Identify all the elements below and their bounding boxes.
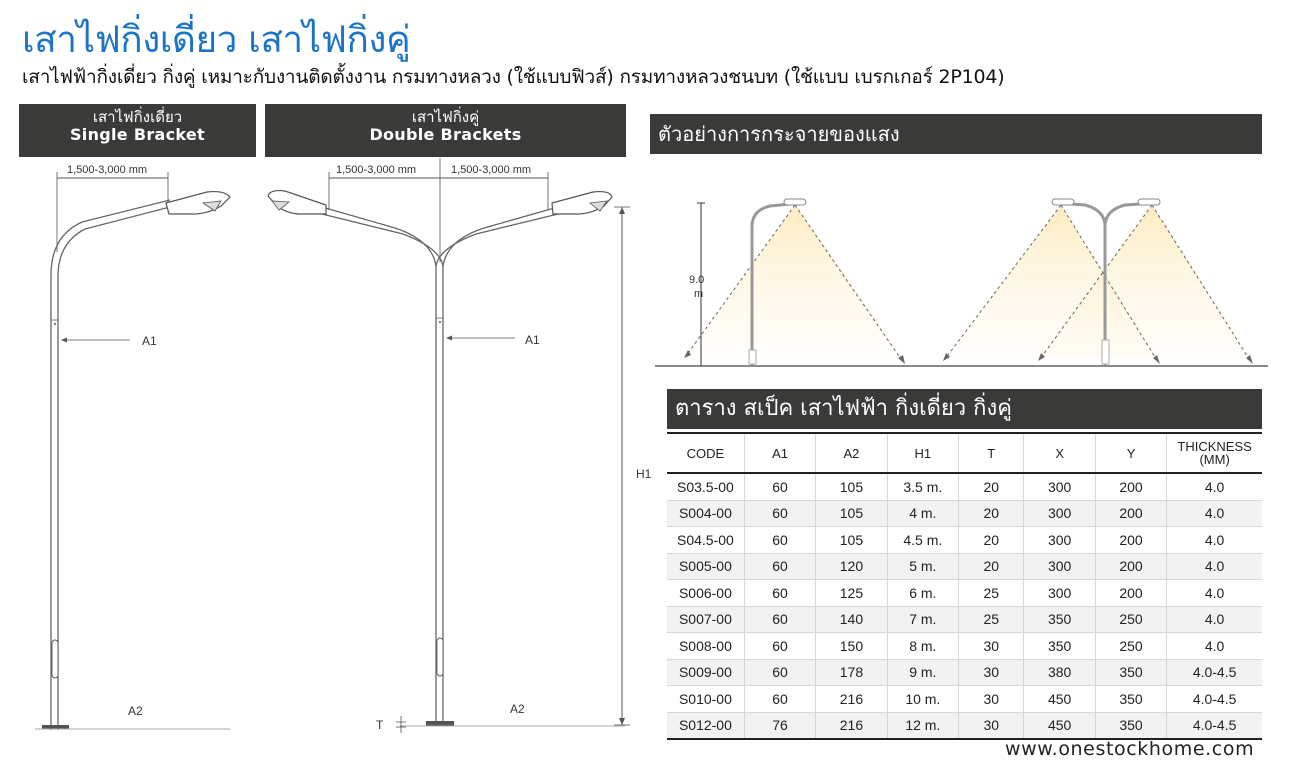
cell-x: 300: [1024, 527, 1095, 554]
table-row: [667, 553, 1262, 580]
cell-thickness: 4.0-4.5: [1167, 686, 1262, 713]
cell-thickness: 4.0-4.5: [1167, 659, 1262, 686]
page-title: เสาไฟกิ่งเดี่ยว เสาไฟกิ่งคู่: [22, 18, 411, 61]
double-a2-label: A2: [510, 702, 525, 716]
single-bracket-diagram: [0, 155, 260, 740]
cell-h1: 5 m.: [887, 553, 958, 580]
cell-a2: 150: [816, 633, 887, 660]
cell-y: 200: [1095, 553, 1166, 580]
cell-h1: 6 m.: [887, 580, 958, 607]
cell-thickness: 4.0: [1167, 500, 1262, 527]
cell-code: S006-00: [667, 580, 744, 607]
cell-t: 20: [959, 500, 1024, 527]
website-url: www.onestockhome.com: [1005, 738, 1255, 760]
cell-a2: 105: [816, 473, 887, 500]
cell-t: 30: [959, 659, 1024, 686]
double-dimension-left-label: 1,500-3,000 mm: [336, 164, 417, 176]
cell-y: 350: [1095, 659, 1166, 686]
cell-a2: 140: [816, 606, 887, 633]
spec-table-body: [667, 473, 1262, 739]
cell-t: 30: [959, 712, 1024, 739]
cell-t: 25: [959, 606, 1024, 633]
cell-thickness: 4.0: [1167, 527, 1262, 554]
cell-y: 200: [1095, 473, 1166, 500]
cell-t: 25: [959, 580, 1024, 607]
light-height-value: 9.0: [689, 274, 705, 286]
cell-code: S04.5-00: [667, 527, 744, 554]
table-row: [667, 686, 1262, 713]
cell-h1: 3.5 m.: [887, 473, 958, 500]
cell-a1: 60: [744, 527, 815, 554]
cell-a2: 178: [816, 659, 887, 686]
single-a2-label: A2: [128, 704, 143, 718]
single-lamp-head: [166, 192, 230, 214]
single-a1-label: A1: [142, 334, 157, 348]
cell-a1: 60: [744, 633, 815, 660]
cell-h1: 9 m.: [887, 659, 958, 686]
double-t-label: T: [376, 718, 384, 732]
spec-table-header-row: [667, 433, 1262, 473]
light-height-unit: m: [694, 288, 704, 300]
cell-a2: 105: [816, 527, 887, 554]
single-dimension-label: 1,500-3,000 mm: [67, 164, 148, 176]
cell-x: 450: [1024, 712, 1095, 739]
light-distribution-diagram: [650, 185, 1270, 375]
cell-x: 300: [1024, 500, 1095, 527]
cell-y: 200: [1095, 500, 1166, 527]
table-row: [667, 606, 1262, 633]
cell-x: 380: [1024, 659, 1095, 686]
col-header-thickness: [1167, 433, 1262, 473]
table-row: [667, 527, 1262, 554]
cell-code: S004-00: [667, 500, 744, 527]
col-header-h1: H1: [887, 433, 958, 473]
cell-a1: 60: [744, 500, 815, 527]
table-row: [667, 659, 1262, 686]
col-header-x: X: [1024, 433, 1095, 473]
cell-x: 300: [1024, 580, 1095, 607]
cell-a1: 60: [744, 606, 815, 633]
cell-code: S010-00: [667, 686, 744, 713]
double-h1-label: H1: [636, 467, 652, 481]
cell-y: 350: [1095, 686, 1166, 713]
single-bracket-label-en: Single Bracket: [69, 125, 206, 145]
cell-a1: 60: [744, 553, 815, 580]
double-a1-label: A1: [525, 333, 540, 347]
cell-x: 450: [1024, 686, 1095, 713]
cell-code: S005-00: [667, 553, 744, 580]
cell-h1: 8 m.: [887, 633, 958, 660]
cell-y: 250: [1095, 606, 1166, 633]
table-row: [667, 712, 1262, 739]
cell-x: 350: [1024, 606, 1095, 633]
cell-code: S03.5-00: [667, 473, 744, 500]
cell-a2: 216: [816, 686, 887, 713]
cell-t: 30: [959, 633, 1024, 660]
double-bracket-header: [265, 104, 626, 157]
cell-a1: 60: [744, 580, 815, 607]
double-dimension-right-label: 1,500-3,000 mm: [451, 164, 532, 176]
cell-thickness: 4.0-4.5: [1167, 712, 1262, 739]
cell-code: S009-00: [667, 659, 744, 686]
cell-thickness: 4.0: [1167, 553, 1262, 580]
table-row: [667, 473, 1262, 500]
page-subtitle: เสาไฟฟ้ากิ่งเดี่ยว กิ่งคู่ เหมาะกับงานติดตั้งงาน กรมทางหลวง (ใช้แบบฟิวส์) กรมทางหลวงชนบท (ใช้แบบ เบรกเกอร์ 2P104): [22, 66, 1005, 88]
col-header-thickness-label: THICKNESS: [1177, 439, 1252, 454]
cell-code: S008-00: [667, 633, 744, 660]
cell-y: 200: [1095, 580, 1166, 607]
cell-code: S007-00: [667, 606, 744, 633]
cell-thickness: 4.0: [1167, 473, 1262, 500]
spec-table-title: ตาราง สเป็ค เสาไฟฟ้า กิ่งเดี่ยว กิ่งคู่: [667, 389, 1262, 429]
cell-a2: 216: [816, 712, 887, 739]
light-distribution-title: ตัวอย่างการกระจายของแสง: [650, 114, 1262, 154]
cell-a2: 125: [816, 580, 887, 607]
col-header-y: Y: [1095, 433, 1166, 473]
single-bracket-label-th: เสาไฟกิ่งเดี่ยว: [92, 108, 183, 126]
double-bracket-label-th: เสาไฟกิ่งคู่: [411, 108, 480, 126]
cell-a1: 60: [744, 473, 815, 500]
cell-thickness: 4.0: [1167, 580, 1262, 607]
double-bracket-label-en: Double Brackets: [369, 125, 522, 145]
cell-t: 20: [959, 553, 1024, 580]
cell-x: 350: [1024, 633, 1095, 660]
table-row: [667, 500, 1262, 527]
cell-y: 200: [1095, 527, 1166, 554]
cell-thickness: 4.0: [1167, 606, 1262, 633]
cell-x: 300: [1024, 473, 1095, 500]
cell-t: 20: [959, 527, 1024, 554]
cell-a2: 120: [816, 553, 887, 580]
cell-t: 30: [959, 686, 1024, 713]
cell-h1: 7 m.: [887, 606, 958, 633]
cell-h1: 4.5 m.: [887, 527, 958, 554]
cell-y: 350: [1095, 712, 1166, 739]
cell-code: S012-00: [667, 712, 744, 739]
cell-a1: 60: [744, 659, 815, 686]
table-row: [667, 633, 1262, 660]
single-bracket-header: [19, 104, 256, 157]
spec-table: [667, 432, 1262, 740]
cell-x: 300: [1024, 553, 1095, 580]
col-header-a2: A2: [816, 433, 887, 473]
cell-t: 20: [959, 473, 1024, 500]
col-header-code: CODE: [667, 433, 744, 473]
col-header-a1: A1: [744, 433, 815, 473]
cell-a2: 105: [816, 500, 887, 527]
cell-thickness: 4.0: [1167, 633, 1262, 660]
col-header-t: T: [959, 433, 1024, 473]
cell-h1: 4 m.: [887, 500, 958, 527]
cell-h1: 10 m.: [887, 686, 958, 713]
cell-a1: 60: [744, 686, 815, 713]
cell-y: 250: [1095, 633, 1166, 660]
double-bracket-diagram: [255, 155, 655, 740]
cell-h1: 12 m.: [887, 712, 958, 739]
col-header-thickness-unit: (MM): [1199, 452, 1230, 467]
table-row: [667, 580, 1262, 607]
cell-a1: 76: [744, 712, 815, 739]
